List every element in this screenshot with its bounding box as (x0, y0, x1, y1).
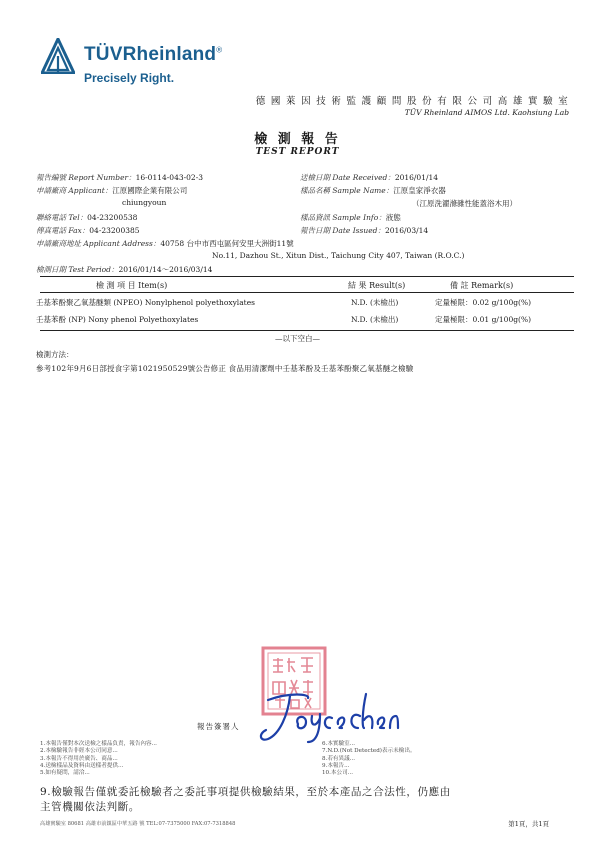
applicant-address: 申請廠商地址 Applicant Address：40758 台中市西屯區何安里大洲街11號 (36, 239, 294, 248)
table-row-remark: 定量極限：0.01 g/100g(%) (435, 315, 532, 324)
table-row-item: 壬基苯酚聚乙氧基醚類 (NPEO) Nonylphenol polyethoxylates (36, 298, 255, 307)
note-line: 6.本實驗室... (322, 741, 356, 747)
applicant: 申請廠商 Applicant：江原國際企業有限公司 (36, 186, 188, 195)
signer-label: 報告簽署人 (197, 722, 240, 731)
legal-note-line-2: 主管機關依法判斷。 (40, 801, 140, 813)
note-line: 3.本報告不得用於廣告、商品... (40, 755, 118, 762)
lab-name-en: TÜV Rheinland AIMOS Ltd. Kaohsiung Lab (404, 108, 569, 117)
sample-info: 樣品資訊 Sample Info：液態 (300, 213, 401, 222)
date-issued: 報告日期 Date Issued：2016/03/14 (300, 226, 429, 235)
table-row-item: 壬基苯酚 (NP) Nony phenol Polyethoxylates (36, 315, 199, 324)
report-number: 報告編號 Report Number：16-0114-043-02-3 (36, 173, 204, 182)
notes-column-left (40, 741, 320, 777)
table-header-rule (40, 292, 574, 293)
sample-name: 樣品名稱 Sample Name：江原皇家淨衣器 (300, 186, 446, 195)
column-header-result: 結 果 Result(s) (348, 281, 406, 290)
table-row-remark: 定量極限：0.02 g/100g(%) (435, 298, 532, 307)
report-title-zh: 檢 測 報 告 (254, 132, 341, 147)
method-text: 參考102年9月6日部授食字第1021950529號公告修正 食品用清潔劑中壬基苯酚及壬基苯酚聚乙氧基醚之檢驗 (36, 364, 414, 373)
sample-name-note: （江原洗濯滌雜性能蓋浴木用） (412, 199, 517, 208)
note-line: 9.本報告... (322, 762, 350, 769)
note-line: 7.N.D.(Not Detected)表示未檢出。 (322, 748, 416, 755)
note-line: 5.如有疑問，請洽... (40, 770, 90, 777)
tuv-logo-triangle-icon (41, 38, 75, 74)
brand-tagline: Precisely Right. (84, 71, 175, 85)
note-line: 4.送檢樣品及資料由送樣者提供... (40, 762, 124, 769)
test-period: 檢測日期 Test Period：2016/01/14～2016/03/14 (36, 265, 213, 274)
note-line: 1.本報告僅對本次送檢之樣品負責，報告內容... (40, 741, 157, 747)
table-row-result: N.D. (未檢出) (351, 315, 399, 324)
page-number: 第1頁，共1頁 (508, 820, 549, 828)
table-bottom-rule (40, 330, 574, 331)
lab-name-zh: 德 國 萊 因 技 術 監 護 顧 問 股 份 有 限 公 司 高 雄 實 驗 室 (255, 96, 569, 107)
applicant-en: chiungyoun (122, 198, 167, 207)
end-of-results: —以下空白— (275, 334, 320, 343)
lab-contact-footer: 高雄實驗室 80681 高雄市前鎮區中華五路 號 TEL:07-7375000 FAX:07-7318848 (40, 821, 236, 827)
column-header-item: 檢 測 項 目 Item(s) (96, 281, 168, 290)
notes-column-right (322, 741, 572, 777)
method-label: 檢測方法： (36, 350, 74, 359)
column-header-remark: 備 註 Remark(s) (450, 281, 514, 290)
date-received: 送檢日期 Date Received：2016/01/14 (300, 173, 439, 182)
brand-name: TÜVRheinland® (84, 44, 223, 65)
table-top-rule (40, 276, 574, 277)
fax: 傳真電話 Fax：04-23200385 (36, 226, 140, 235)
tel: 聯絡電話 Tel：04-23200538 (36, 213, 138, 222)
table-row-result: N.D. (未檢出) (351, 298, 399, 307)
note-line: 2.本檢驗報告非經本公司同意... (40, 748, 118, 755)
legal-note-line-1: 9.檢驗報告僅就委託檢驗者之委託事項提供檢驗結果，至於本產品之合法性，仍應由 (40, 786, 451, 798)
signature-icon (250, 684, 400, 746)
note-line: 10.本公司... (322, 770, 354, 777)
note-line: 8.若有異議... (322, 755, 356, 762)
applicant-address-en: No.11, Dazhou St., Xitun Dist., Taichung City 407, Taiwan (R.O.C.) (212, 251, 465, 260)
report-title-en: TEST REPORT (255, 147, 340, 157)
